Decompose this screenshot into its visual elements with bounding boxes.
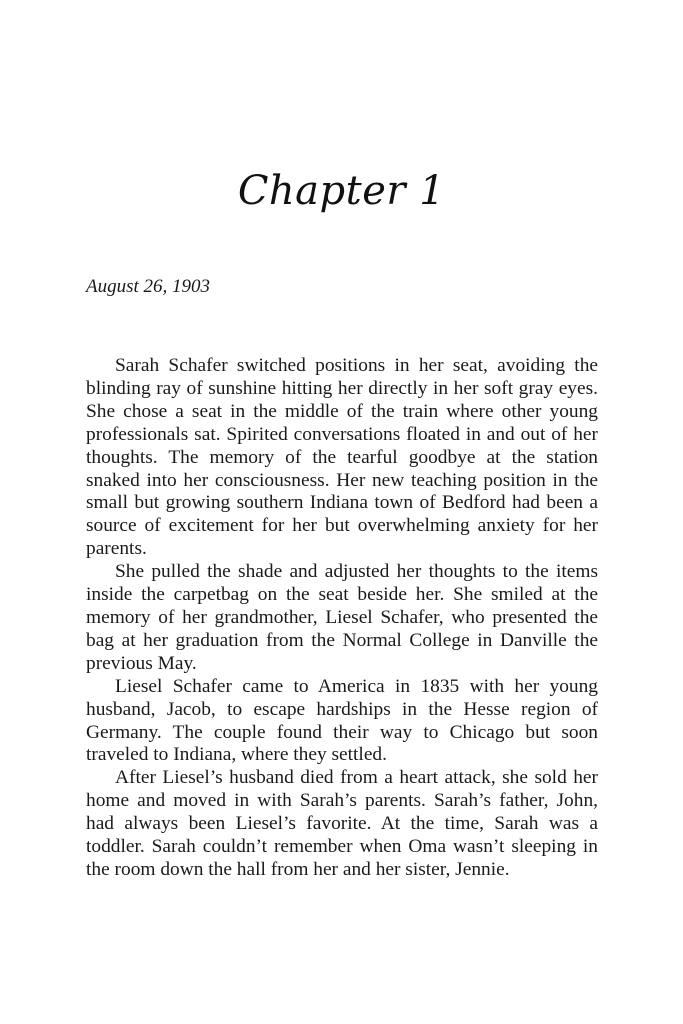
paragraph: She pulled the shade and adjusted her thoughts to the items inside the carpetbag on the seat beside her. She smiled at the memory of her grandmother, Liesel Schafer, who presented the bag at her graduation from the Normal College in Danville the previous May. bbox=[86, 561, 598, 674]
chapter-date: August 26, 1903 bbox=[86, 276, 211, 297]
chapter-title: Chapter 1 bbox=[237, 168, 446, 214]
paragraph: After Liesel’s husband died from a heart attack, she sold her home and moved in with Sarah’s parents. Sarah’s father, John, had always been Liesel’s favorite. At the time, Sarah was a toddler. Sarah couldn’t remember when Oma wasn’t sleeping in the room down the hall from her and her sister, Jennie. bbox=[86, 767, 598, 880]
paragraph: Sarah Schafer switched positions in her seat, avoiding the blinding ray of sunshine hitting her directly in her soft gray eyes. She chose a seat in the middle of the train where other young professionals sat. Spirited conversations floated in and out of her thoughts. The memory of the tearful goodbye at the station snaked into her consciousness. Her new teaching position in the small but growing southern Indiana town of Bedford had been a source of excitement for her but overwhelming anxiety for her parents. bbox=[86, 355, 598, 560]
paragraph: Liesel Schafer came to America in 1835 with her young husband, Jacob, to escape hardships in the Hesse region of Germany. The couple found their way to Chicago but soon traveled to Indiana, where they settled. bbox=[86, 675, 598, 766]
chapter-body bbox=[86, 355, 598, 882]
